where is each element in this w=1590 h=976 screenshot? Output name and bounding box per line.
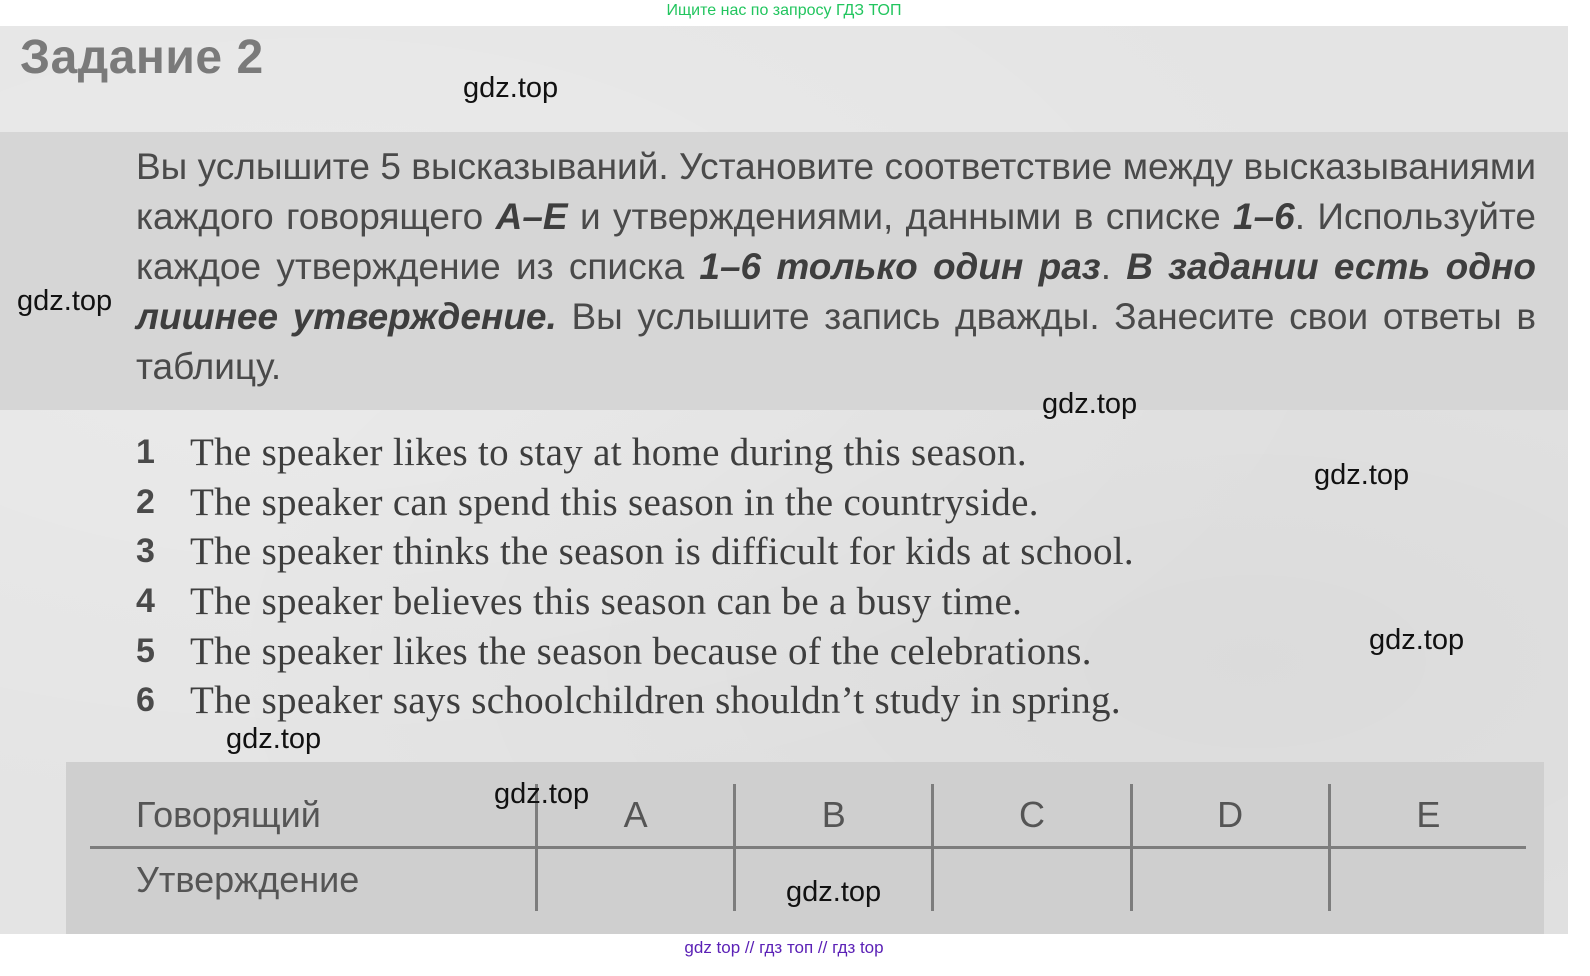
table-row-speaker [90,784,1526,848]
watermark-gdz-top: gdz.top [226,723,322,755]
instruction-text: . Используйте каждое утверждение из списка [136,196,1536,287]
watermark-gdz-top: gdz.top [1369,624,1465,656]
statement-number: 2 [136,482,155,521]
instruction-emphasis: A–E [495,196,568,237]
answer-cell-d[interactable] [1131,848,1329,912]
answer-cell-e[interactable] [1329,848,1526,912]
instruction-text: и утверждениями, данными в списке [567,196,1234,237]
statement-number: 5 [136,631,155,670]
statement-item [136,478,1134,528]
watermark-gdz-top: gdz.top [1314,459,1410,491]
row-label-speaker: Говорящий [90,784,537,848]
statement-item [136,577,1134,627]
column-header-a: A [537,784,735,848]
statement-text: The speaker likes to stay at home during this season. [190,431,1027,475]
footer-links: gdz top // гдз топ // гдз top [684,938,884,957]
column-header-d: D [1131,784,1329,848]
watermark-gdz-top: gdz.top [463,72,559,104]
column-header-e: E [1329,784,1526,848]
instruction-text: . [1100,246,1127,287]
statement-item [136,626,1134,676]
statement-item [136,676,1134,726]
watermark-gdz-top: gdz.top [786,876,882,908]
column-header-b: B [735,784,933,848]
watermark-gdz-top: gdz.top [17,285,113,317]
statement-item [136,428,1134,478]
column-header-c: C [933,784,1131,848]
task-title: Задание 2 [20,31,264,84]
statement-number: 4 [136,582,155,621]
statement-text: The speaker believes this season can be a busy time. [190,580,1023,624]
instruction-emphasis: 1–6 только один раз [699,246,1101,287]
statement-number: 1 [136,433,155,472]
statement-item [136,527,1134,577]
top-banner: Ищите нас по запросу ГДЗ ТОП [666,2,902,19]
watermark-gdz-top: gdz.top [1042,388,1138,420]
statement-number: 6 [136,681,155,720]
statement-text: The speaker thinks the season is difficult for kids at school. [190,530,1134,574]
watermark-gdz-top: gdz.top [494,778,590,810]
instruction-emphasis: В задании есть одно лишнее утверждение. [136,246,1537,337]
task-instruction [136,142,1536,392]
instruction-text: Вы услышите 5 высказываний. Установите соответствие между высказываниями каждого говорящего [136,146,1536,237]
statement-text: The speaker likes the season because of the celebrations. [190,629,1092,673]
answer-cell-c[interactable] [933,848,1131,912]
statement-text: The speaker says schoolchildren shouldn’t study in spring. [190,679,1121,723]
statement-text: The speaker can spend this season in the countryside. [190,480,1039,524]
instruction-emphasis: 1–6 [1233,196,1295,237]
statement-number: 3 [136,532,155,571]
answer-cell-a[interactable] [537,848,735,912]
instruction-text: Вы услышите запись дважды. Занесите свои ответы в таблицу. [136,296,1536,387]
row-label-statement: Утверждение [136,859,360,900]
statement-list [136,428,1134,726]
